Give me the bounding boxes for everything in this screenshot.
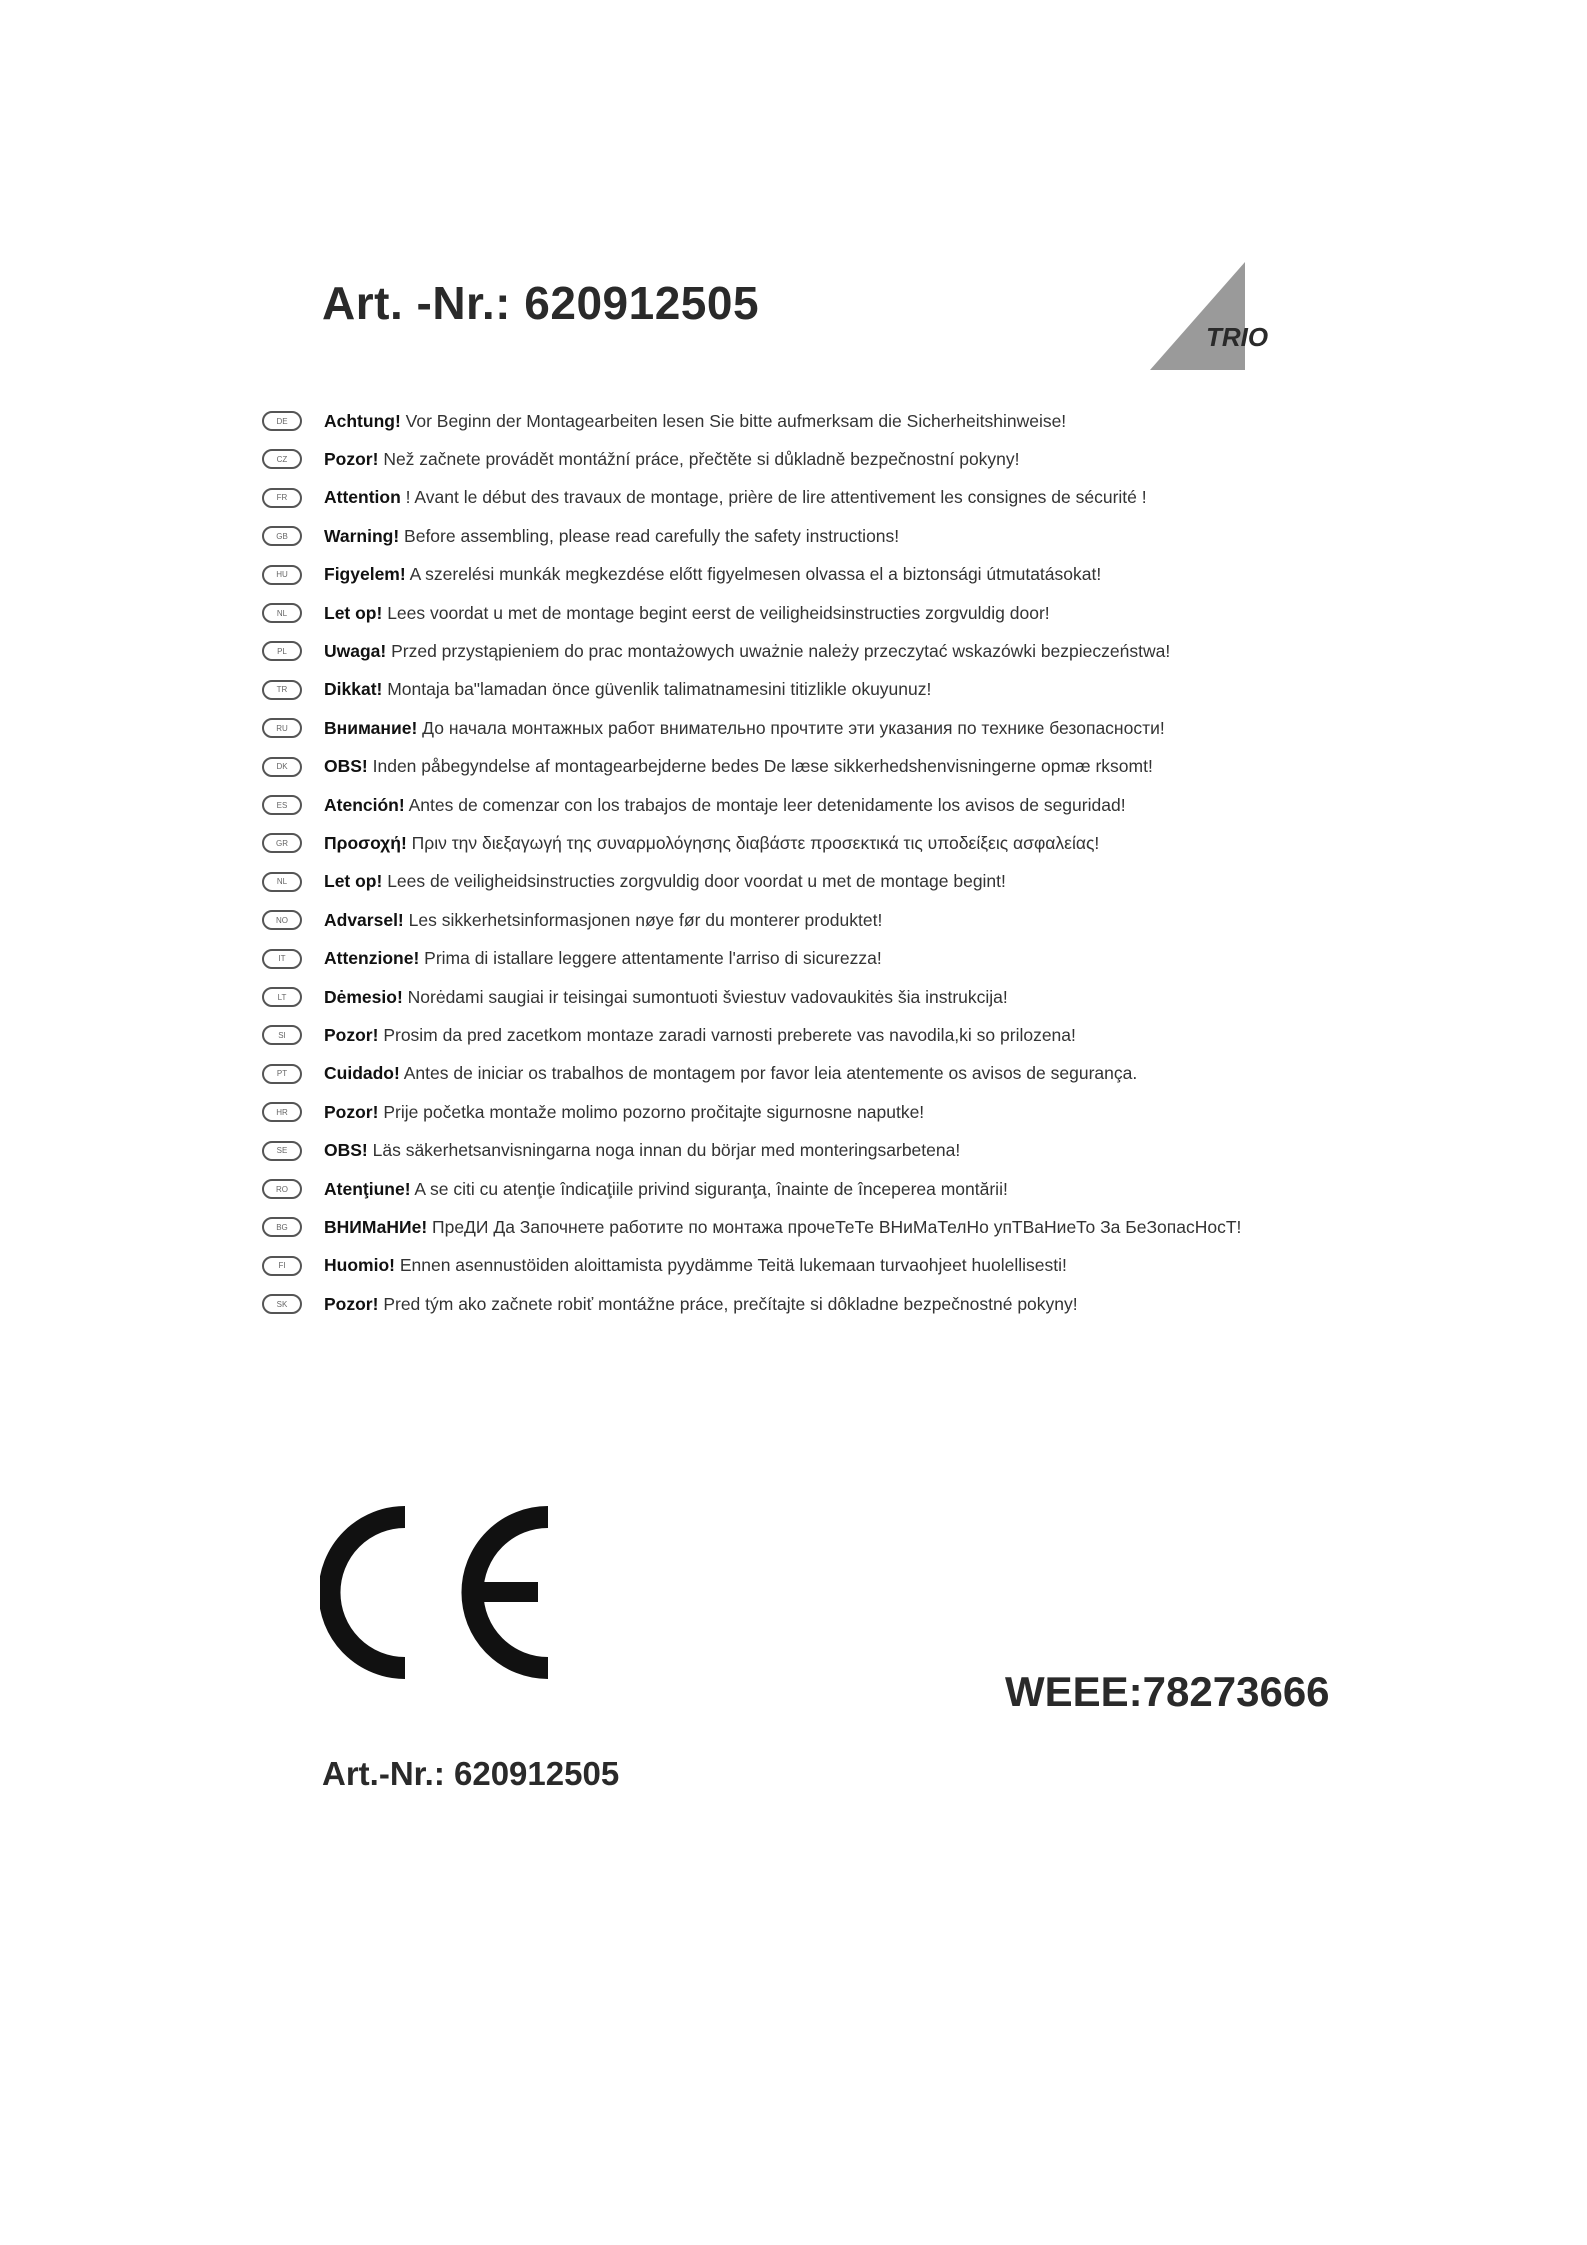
warning-text: [324, 1255, 1067, 1276]
warning-body: ! Avant le début des travaux de montage, prière de lire attentivement les consignes de sécurité !: [400, 487, 1147, 508]
warning-row: [262, 405, 1066, 437]
language-badge-icon: NL: [262, 603, 302, 623]
warning-body: ПреДИ Да Започнете работите по монтажа прочеТеТе ВНиМаТелНо упТВаНиеТо За БеЗопасНосТ!: [427, 1216, 1242, 1237]
language-badge-icon: HU: [262, 565, 302, 585]
warning-body: Before assembling, please read carefully the safety instructions!: [399, 525, 900, 546]
warning-row: [262, 635, 1170, 667]
warning-row: [262, 827, 1099, 859]
warning-label: Attenzione!: [324, 948, 420, 969]
warning-label: Atenţiune!: [324, 1178, 411, 1199]
warning-body: Prosim da pred zacetkom montaze zaradi varnosti preberete vas navodila,ki so prilozena!: [378, 1024, 1076, 1045]
language-badge-icon: SI: [262, 1025, 302, 1045]
logo-text: TRIO: [1206, 322, 1269, 352]
warning-label: Pozor!: [324, 1101, 379, 1122]
warning-row: [262, 1250, 1067, 1282]
warning-row: [262, 1058, 1137, 1090]
warning-text: [324, 718, 1165, 739]
warning-row: [262, 1288, 1078, 1320]
warning-body: Inden påbegyndelse af montagearbejderne bedes De læse sikkerhedshenvisningerne opmæ rksomt!: [367, 756, 1153, 777]
warning-body: Norėdami saugiai ir teisingai sumontuoti šviestuv vadovaukitės šia instrukcija!: [402, 986, 1008, 1007]
warning-row: [262, 1135, 960, 1167]
warning-row: [262, 943, 882, 975]
warning-body: Les sikkerhetsinformasjonen nøye før du monterer produktet!: [403, 909, 883, 930]
warning-text: [324, 411, 1066, 432]
warning-text: [324, 1294, 1078, 1315]
warning-row: [262, 981, 1008, 1013]
warning-body: Przed przystąpieniem do prac montażowych uważnie należy przeczytać wskazówki bezpieczeństwa!: [386, 640, 1171, 661]
warning-text: [324, 948, 882, 969]
language-badge-icon: LT: [262, 987, 302, 1007]
language-badge-icon: SE: [262, 1141, 302, 1161]
warning-label: Achtung!: [324, 410, 401, 431]
warning-row: [262, 1173, 1008, 1205]
warning-text: [324, 987, 1008, 1008]
warning-label: Huomio!: [324, 1255, 395, 1276]
warning-text: [324, 1063, 1137, 1084]
article-number-footer: Art.-Nr.: 620912505: [322, 1755, 620, 1792]
warning-label: ВНИМаНИе!: [324, 1216, 428, 1237]
warning-row: [262, 751, 1153, 783]
language-badge-icon: GR: [262, 833, 302, 853]
warning-row: [262, 904, 882, 936]
warning-label: Pozor!: [324, 1293, 379, 1314]
language-badge-icon: DE: [262, 411, 302, 431]
trio-logo: [1150, 262, 1290, 372]
article-number-title: Art. -Nr.: 620912505: [322, 277, 760, 329]
warning-text: [324, 526, 899, 547]
language-badge-icon: NL: [262, 872, 302, 892]
warning-row: [262, 1211, 1241, 1243]
language-badge-icon: RO: [262, 1179, 302, 1199]
warning-body: Prima di istallare leggere attentamente l'arriso di sicurezza!: [419, 948, 882, 969]
warning-label: Προσοχή!: [324, 832, 407, 853]
warning-row: [262, 1019, 1076, 1051]
warning-row: [262, 789, 1126, 821]
language-badge-icon: NO: [262, 910, 302, 930]
language-badge-icon: RU: [262, 718, 302, 738]
language-badge-icon: FI: [262, 1256, 302, 1276]
warning-body: Antes de comenzar con los trabajos de montaje leer detenidamente los avisos de seguridad!: [404, 794, 1126, 815]
warning-text: [324, 1179, 1008, 1200]
warning-body: Lees voordat u met de montage begint eerst de veiligheidsinstructies zorgvuldig door!: [382, 602, 1050, 623]
warning-text: [324, 487, 1147, 508]
warning-row: [262, 482, 1147, 514]
warning-text: [324, 756, 1153, 777]
warning-body: Montaja ba"lamadan önce güvenlik talimatnamesini titizlikle okuyunuz!: [382, 679, 932, 700]
warning-label: Advarsel!: [324, 909, 404, 930]
language-badge-icon: HR: [262, 1102, 302, 1122]
warning-body: Läs säkerhetsanvisningarna noga innan du börjar med monteringsarbetena!: [367, 1140, 961, 1161]
warning-text: [324, 795, 1126, 816]
warning-body: Pred tým ako začnete robiť montážne práce, prečítajte si dôkladne bezpečnostné pokyny!: [378, 1293, 1078, 1314]
warning-label: Dėmesio!: [324, 986, 403, 1007]
warning-text: [324, 910, 882, 931]
warning-label: OBS!: [324, 756, 368, 777]
warning-label: OBS!: [324, 1140, 368, 1161]
warning-row: [262, 520, 899, 552]
language-badge-icon: PL: [262, 641, 302, 661]
language-badge-icon: PT: [262, 1064, 302, 1084]
warning-text: [324, 1102, 924, 1123]
warning-body: A se citi cu atenţie îndicaţiile privind siguranţa, înainte de începerea montării!: [410, 1178, 1008, 1199]
warning-row: [262, 443, 1020, 475]
warning-text: [324, 564, 1101, 585]
warning-label: Uwaga!: [324, 640, 387, 661]
warning-text: [324, 833, 1099, 854]
warning-text: [324, 641, 1170, 662]
warning-label: Attention: [324, 487, 401, 508]
warning-body: A szerelési munkák megkezdése előtt figyelmesen olvassa el a biztonsági útmutatásokat!: [405, 564, 1102, 585]
warning-label: Pozor!: [324, 448, 379, 469]
warning-label: Dikkat!: [324, 679, 383, 700]
ce-mark-icon: [320, 1505, 560, 1680]
warning-body: Lees de veiligheidsinstructies zorgvuldig door voordat u met de montage begint!: [382, 871, 1006, 892]
warning-label: Atención!: [324, 794, 405, 815]
warning-row: [262, 712, 1165, 744]
warning-label: Cuidado!: [324, 1063, 400, 1084]
logo-triangle-icon: [1150, 262, 1290, 372]
language-badge-icon: DK: [262, 757, 302, 777]
warning-body: Ennen asennustöiden aloittamista pyydämme Teitä lukemaan turvaohjeet huolellisesti!: [394, 1255, 1067, 1276]
warning-body: Antes de iniciar os trabalhos de montagem por favor leia atentemente os avisos de segurança.: [399, 1063, 1138, 1084]
warning-text: [324, 1025, 1076, 1046]
language-badge-icon: SK: [262, 1294, 302, 1314]
language-badge-icon: FR: [262, 488, 302, 508]
warning-text: [324, 603, 1050, 624]
warning-text: [324, 1217, 1241, 1238]
warning-text: [324, 449, 1020, 470]
warning-body: Πριν την διεξαγωγή της συναρμολόγησης διαβάστε προσεκτικά τις υποδείξεις ασφαλείας!: [406, 832, 1100, 853]
warning-row: [262, 674, 931, 706]
weee-number: WEEE:78273666: [1005, 1668, 1330, 1715]
warning-body: До начала монтажных работ внимательно прочтите эти указания по технике безопасности!: [417, 717, 1165, 738]
warning-label: Pozor!: [324, 1024, 379, 1045]
warning-label: Внимание!: [324, 717, 418, 738]
warning-row: [262, 1096, 924, 1128]
warning-row: [262, 866, 1006, 898]
warning-text: [324, 679, 931, 700]
warning-body: Než začnete provádět montážní práce, přečtěte si důkladně bezpečnostní pokyny!: [378, 448, 1020, 469]
warning-body: Vor Beginn der Montagearbeiten lesen Sie bitte aufmerksam die Sicherheitshinweise!: [400, 410, 1067, 431]
warning-text: [324, 1140, 960, 1161]
warning-label: Let op!: [324, 871, 383, 892]
language-badge-icon: GB: [262, 526, 302, 546]
language-badge-icon: CZ: [262, 449, 302, 469]
warning-label: Figyelem!: [324, 564, 406, 585]
language-badge-icon: TR: [262, 680, 302, 700]
warning-label: Let op!: [324, 602, 383, 623]
warning-row: [262, 559, 1101, 591]
language-badge-icon: BG: [262, 1217, 302, 1237]
language-badge-icon: IT: [262, 949, 302, 969]
warning-label: Warning!: [324, 525, 400, 546]
warning-text: [324, 871, 1006, 892]
warning-row: [262, 597, 1050, 629]
language-badge-icon: ES: [262, 795, 302, 815]
warning-body: Prije početka montaže molimo pozorno pročitajte sigurnosne naputke!: [378, 1101, 925, 1122]
